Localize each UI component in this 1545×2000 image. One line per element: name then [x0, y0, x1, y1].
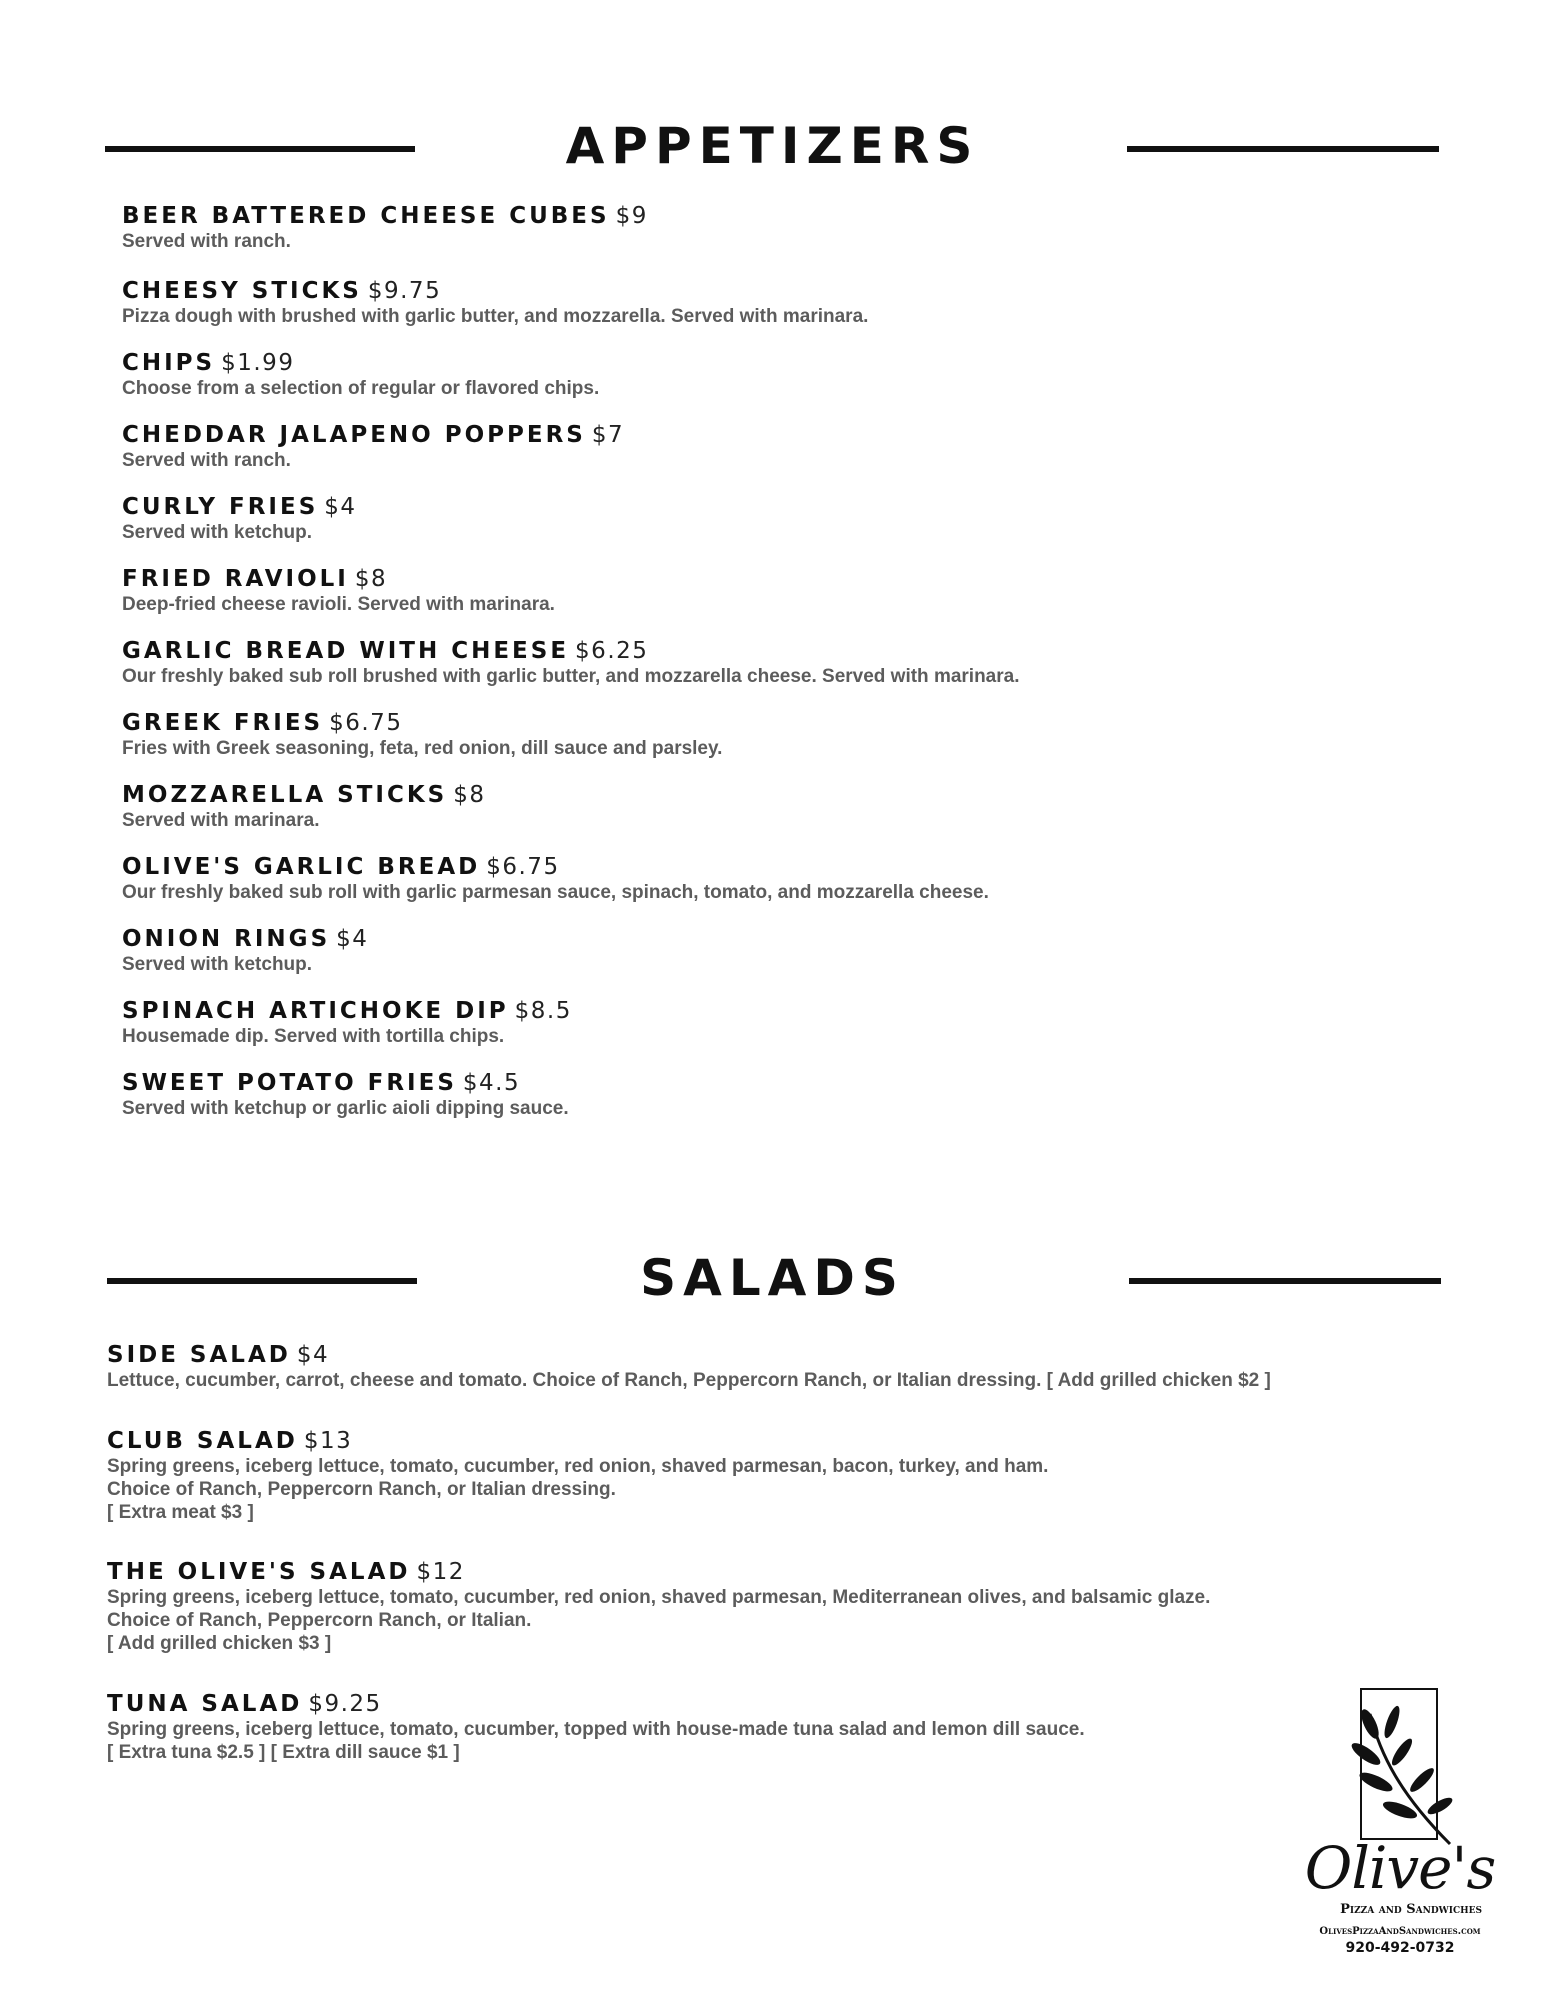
- logo-brand-name: Olive's: [1304, 1834, 1496, 1902]
- item-name: CHEDDAR JALAPENO POPPERS: [122, 422, 586, 448]
- item-description: [ Add grilled chicken $3 ]: [107, 1633, 332, 1654]
- item-description: Spring greens, iceberg lettuce, tomato, cucumber, red onion, shaved parmesan, bacon, turkey, and ham.: [107, 1456, 1049, 1477]
- menu-item-club-salad: [107, 1427, 1048, 1524]
- item-description: Fries with Greek seasoning, feta, red onion, dill sauce and parsley.: [122, 738, 723, 759]
- item-price: $12: [416, 1559, 465, 1585]
- item-description: Lettuce, cucumber, carrot, cheese and tomato. Choice of Ranch, Peppercorn Ranch, or Italian dressing. [ Add grilled chicken $2 ]: [107, 1370, 1271, 1391]
- item-price: $6.75: [329, 710, 403, 736]
- item-name: CHEESY STICKS: [122, 278, 362, 304]
- item-description: Served with marinara.: [122, 810, 320, 831]
- menu-item-tuna-salad: [107, 1690, 1085, 1764]
- item-price: $8: [354, 566, 388, 592]
- item-description: Our freshly baked sub roll brushed with garlic butter, and mozzarella cheese. Served with marinara.: [122, 666, 1020, 687]
- item-price: $8: [453, 782, 486, 808]
- menu-item-fried-ravioli: [122, 565, 555, 616]
- item-name: OLIVE'S GARLIC BREAD: [122, 854, 481, 880]
- logo-website: OlivesPizzaAndSandwiches.com: [1319, 1926, 1481, 1937]
- menu-item-cheesy-sticks: [122, 277, 868, 328]
- appetizers-rule-right: [1127, 146, 1439, 152]
- menu-item-greek-fries: [122, 709, 722, 760]
- item-description: Choice of Ranch, Peppercorn Ranch, or Italian dressing.: [107, 1479, 616, 1500]
- item-price: $8.5: [514, 998, 572, 1024]
- item-name: BEER BATTERED CHEESE CUBES: [122, 203, 610, 229]
- item-price: $6.25: [575, 638, 649, 664]
- item-name: MOZZARELLA STICKS: [122, 782, 448, 808]
- menu-item-olives-garlic-bread: [122, 853, 989, 904]
- salads-heading: SALADS: [640, 1249, 905, 1307]
- item-price: $4: [336, 926, 369, 952]
- item-name: FRIED RAVIOLI: [122, 566, 349, 592]
- item-description: Served with ranch.: [122, 231, 291, 252]
- item-description: [ Extra meat $3 ]: [107, 1502, 254, 1523]
- item-name: CLUB SALAD: [107, 1428, 298, 1454]
- appetizers-heading: APPETIZERS: [565, 117, 980, 175]
- item-description: Served with ketchup.: [122, 954, 313, 975]
- item-description: Served with ketchup.: [122, 522, 313, 543]
- item-name: GARLIC BREAD WITH CHEESE: [122, 638, 570, 664]
- menu-item-chips: [122, 349, 599, 400]
- item-name: ONION RINGS: [122, 926, 331, 952]
- item-name: SIDE SALAD: [107, 1342, 291, 1368]
- menu-item-side-salad: [107, 1341, 1271, 1392]
- item-name: THE OLIVE'S SALAD: [107, 1559, 411, 1585]
- item-price: $1.99: [221, 350, 295, 376]
- item-name: CHIPS: [122, 350, 216, 376]
- item-description: Spring greens, iceberg lettuce, tomato, cucumber, red onion, shaved parmesan, Mediterranean olives, and balsamic glaze.: [107, 1587, 1211, 1608]
- item-description: Deep-fried cheese ravioli. Served with marinara.: [122, 594, 555, 615]
- item-description: Choose from a selection of regular or flavored chips.: [122, 378, 600, 399]
- item-description: Pizza dough with brushed with garlic butter, and mozzarella. Served with marinara.: [122, 306, 869, 327]
- item-name: SPINACH ARTICHOKE DIP: [122, 998, 509, 1024]
- item-price: $7: [591, 422, 625, 448]
- item-description: Housemade dip. Served with tortilla chips.: [122, 1026, 505, 1047]
- item-price: $9.75: [367, 278, 442, 304]
- logo-tagline: Pizza and Sandwiches: [1340, 1902, 1482, 1917]
- menu-item-mozzarella-sticks: [122, 781, 486, 832]
- item-price: $4: [296, 1342, 330, 1368]
- menu-item-the-olives-salad: [107, 1558, 1210, 1655]
- item-price: $6.75: [486, 854, 560, 880]
- item-description: Choice of Ranch, Peppercorn Ranch, or Italian.: [107, 1610, 532, 1631]
- menu-item-garlic-bread-with-cheese: [122, 637, 1020, 688]
- item-description: [ Extra tuna $2.5 ] [ Extra dill sauce $1 ]: [107, 1742, 460, 1763]
- item-description: Served with ranch.: [122, 450, 291, 471]
- item-price: $4.5: [462, 1070, 521, 1096]
- item-price: $13: [303, 1428, 353, 1454]
- logo-phone-number: 920-492-0732: [1345, 1940, 1455, 1956]
- item-name: GREEK FRIES: [122, 710, 324, 736]
- menu-item-cheddar-jalapeno-poppers: [122, 421, 624, 472]
- item-price: $9: [615, 203, 648, 229]
- item-price: $9.25: [308, 1691, 382, 1717]
- menu-item-sweet-potato-fries: [122, 1069, 569, 1120]
- salads-rule-right: [1129, 1278, 1441, 1284]
- item-name: CURLY FRIES: [122, 494, 319, 520]
- menu-item-beer-battered-cheese-cubes: [122, 202, 648, 253]
- item-price: $4: [324, 494, 357, 520]
- olives-logo: [1300, 1688, 1500, 1958]
- menu-item-curly-fries: [122, 493, 357, 544]
- item-name: SWEET POTATO FRIES: [122, 1070, 457, 1096]
- item-description: Our freshly baked sub roll with garlic parmesan sauce, spinach, tomato, and mozzarella cheese.: [122, 882, 989, 903]
- menu-item-spinach-artichoke-dip: [122, 997, 572, 1048]
- item-description: Spring greens, iceberg lettuce, tomato, cucumber, topped with house-made tuna salad and lemon dill sauce.: [107, 1719, 1085, 1740]
- item-description: Served with ketchup or garlic aioli dipping sauce.: [122, 1098, 569, 1119]
- olive-branch-icon: [1340, 1694, 1460, 1854]
- item-name: TUNA SALAD: [107, 1691, 303, 1717]
- menu-item-onion-rings: [122, 925, 368, 976]
